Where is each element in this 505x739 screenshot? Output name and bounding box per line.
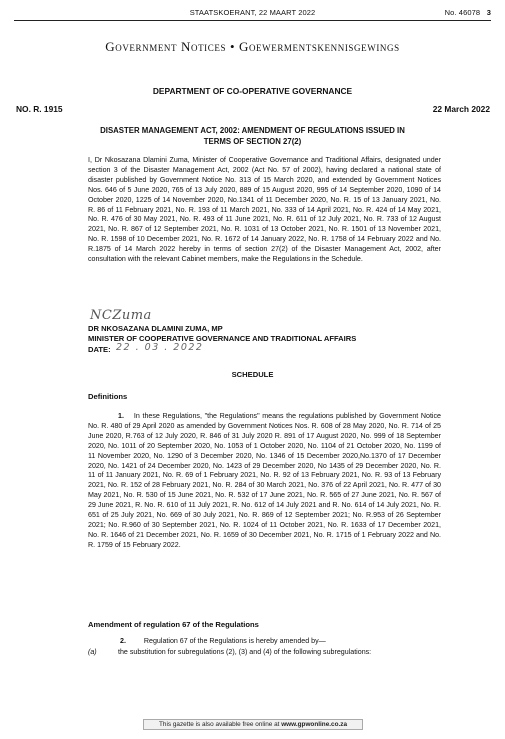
section-title-afrikaans: Goewermentskennisgewings [238,39,400,54]
page-header [14,6,491,20]
notice-number: NO. R. 1915 [16,104,63,114]
signing-date-handwritten: 22 . 03 . 2022 [116,342,204,353]
para2-number: 2. [120,637,126,645]
footer-text: This gazette is also available free online at [158,721,280,728]
section-title-english: Government Notices [105,39,227,54]
para2a-text: the substitution for subregulations (2), (3) and (4) of the following subregulations: [118,648,372,656]
notice-date: 22 March 2022 [432,104,490,114]
signature: NCZuma [90,308,152,323]
department-heading: DEPARTMENT OF CO-OPERATIVE GOVERNANCE [152,86,353,96]
notice-title-line2: TERMS OF SECTION 27(2) [203,136,302,146]
para1-number: 1. [118,412,124,420]
section-separator: • [229,39,236,54]
para2-text: Regulation 67 of the Regulations is hereby amended by— [143,637,326,645]
page-number: 3 [486,8,491,17]
notice-title [60,126,445,147]
header-rule [14,20,491,21]
signer-name: DR NKOSAZANA DLAMINI ZUMA, MP [88,324,223,333]
definitions-heading: Definitions [88,392,128,401]
issue-number: No. 46078 [444,8,481,17]
para2a [88,648,371,656]
amendment-heading: Amendment of regulation 67 of the Regulations [88,620,259,629]
para2 [120,637,326,645]
footer-link[interactable]: www.gpwonline.co.za [281,721,348,728]
signing-date-label: DATE: [88,345,111,354]
footer-notice [143,719,363,730]
para1-text: In these Regulations, "the Regulations" means the regulations published by Government Notice No. R. 480 of 29 April 2020 as amended by Government Notices Nos. R. 608 of 28 May 2020, No. R. 714 of 25 June 2020, R.763 of 12 July 2020, R. 846 of 31 July 2020 R. 891 of 17 August 2020, No. 999 of 18 September 2020, No. 1011 of 20 September 2020, No. 1053 of 1 October 2020, No. 1104 of 21 October 2020, No. 1199 of 11 November 2020, No. 1290 of 3 December 2020, No. 1346 of 15 December 2020,No.1370 of 17 December 2020, No. 1421 of 24 December 2020, No. 1423 of 29 December 2020, No 1435 of 29 December 2020, No. R. 11 of 11 January 2021, No. R. 69 of 1 February 2021, No. R. 92 of 13 February 2021, No. R. 93 of 13 February 2021, No. R. 152 of 28 February 2021, No. R. 284 of 30 March 2021, No. 376 of 22 April 2021, No. R. 477 of 30 May 2021, No. R. 530 of 15 June 2021, No. R. 532 of 17 June 2021, No. R. 565 of 27 June 2021, No. R. 567 of 29 June 2021, R. No. R. 610 of 11 July 2021, R. No. 612 of 14 July 2021 and R. No. 614 of 14 July 2021, No. R. 651 of 25 July 2021, No. 669 of 30 July 2021, No. R. 869 of 12 September 2021; No. R.953 of 26 September 2021; No. R.960 of 30 September 2021, No. R. 1024 of 11 October 2021, No. R. 1633 of 17 December 2021, No. R. 1646 of 21 December 2021, No. R. 1659 of 30 December 2021, No. R. 1715 of 1 February 2022 and No. R. 1759 of 15 February 2022. [88,412,441,549]
signer-block [88,324,356,343]
schedule-heading: SCHEDULE [231,370,274,379]
publication-name: STAATSKOERANT, 22 MAART 2022 [189,8,316,17]
signer-title: MINISTER OF COOPERATIVE GOVERNANCE AND TRADITIONAL AFFAIRS [88,333,357,343]
intro-paragraph: I, Dr Nkosazana Dlamini Zuma, Minister of Cooperative Governance and Traditional Affairs, designated under section 3 of the Disaster Management Act, 2002 (Act No. 57 of 2002), having declared a national state of disaster published by Government Notice No. 313 of 15 March 2020, and extended by Government Notices Nos. 646 of 5 June 2020, 765 of 13 July 2020, 889 of 15 August 2020, 995 of 14 September 2020, 1090 of 14 October 2020, 1225 of 14 November 2020, No.1341 of 11 December 2020, No. R. 15 of 13 January 2021, No. R. 86 of 11 February 2021, No. R. 193 of 11 March 2021, No. 333 of 14 April 2021, No. R. 424 of 14 May 2021, No. R. 476 of 30 May 2021, No. R. 493 of 11 June 2021, No. R. 611 of 12 July 2021, No. R. 733 of 12 August 2021, No. R. 867 of 12 September 2021, No. R. 1031 of 13 October 2021, No. R. 1501 of 13 November 2021, No. R. 1598 of 10 December 2021, No. R. 1672 of 14 January 2022, No. R. 1758 of 14 February 2022 and No. R.1875 of 14 March 2022 hereby in terms of section 27(2) of the Disaster Management Act, 2002, after consultation with the relevant Cabinet members, make the Regulations in the Schedule. [88,156,441,264]
para2a-label: (a) [88,648,97,656]
definitions-paragraph [88,412,441,551]
notice-title-line1: DISASTER MANAGEMENT ACT, 2002: AMENDMENT OF REGULATIONS ISSUED IN [100,126,405,135]
section-title [0,39,505,55]
issue-and-page [445,8,491,17]
